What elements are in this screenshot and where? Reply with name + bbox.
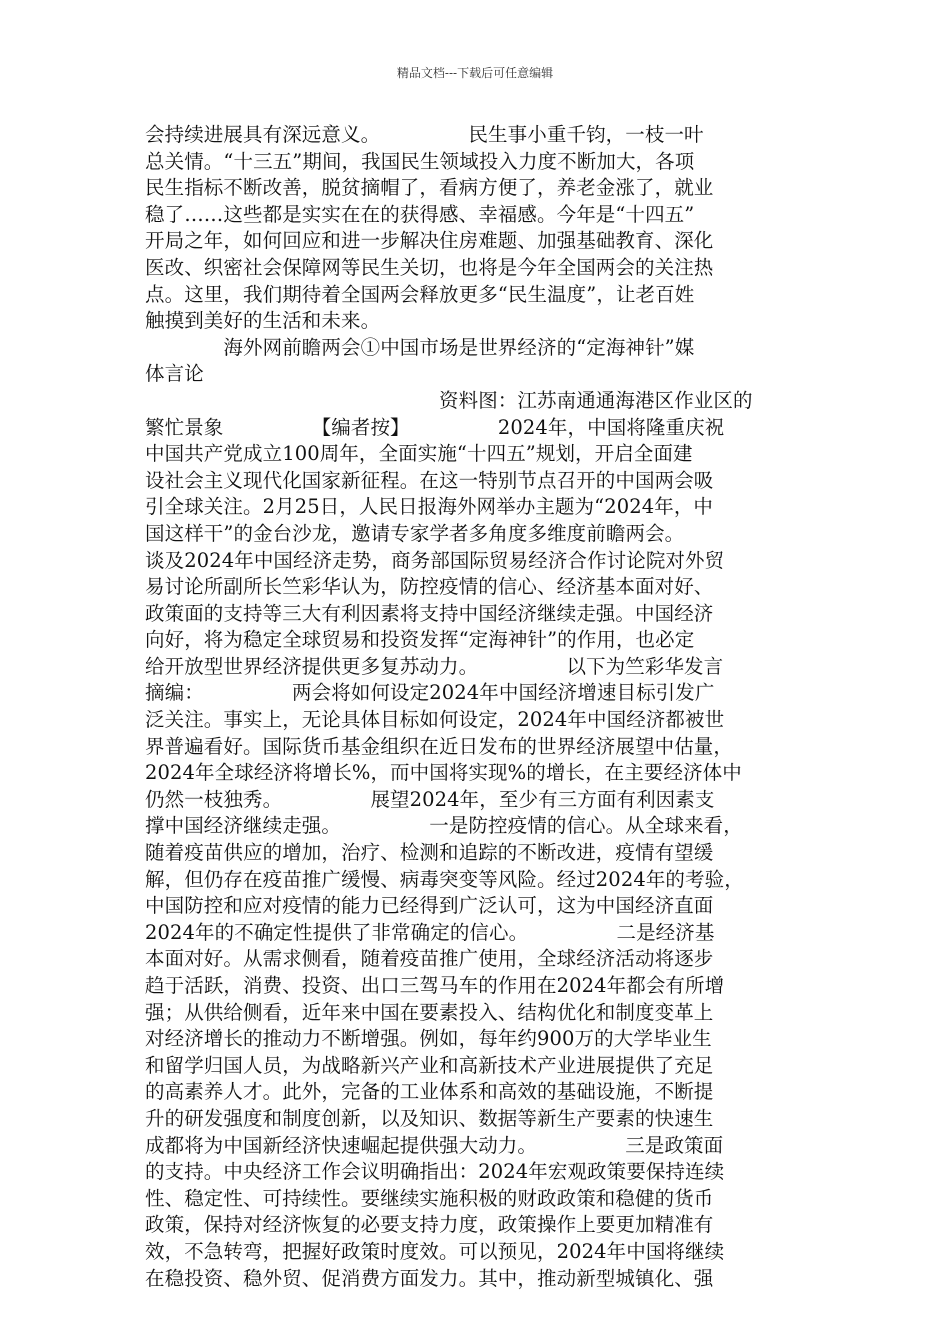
text-line: 会持续进展具有深远意义。 民生事小重千钧，一枝一叶 — [145, 123, 704, 146]
document-body — [145, 122, 810, 1292]
text-line: 繁忙景象 【编者按】 2024年，中国将隆重庆祝 — [145, 415, 725, 439]
text-line: 解，但仍存在疫苗推广缓慢、病毒突变等风险。经过2024年的考验， — [145, 867, 744, 891]
text-line: 效，不急转弯，把握好政策时度效。可以预见，2024年中国将继续 — [145, 1239, 725, 1263]
text-line: 和留学归国人员，为战略新兴产业和高新技术产业进展提供了充足 — [145, 1053, 714, 1077]
text-line: 2024年全球经济将增长%，而中国将实现%的增长，在主要经济体中 — [145, 761, 742, 785]
text-line: 升的研发强度和制度创新，以及知识、数据等新生产要素的快速生 — [145, 1106, 714, 1130]
text-line: 体言论 — [145, 362, 204, 386]
page-header: 精品文档---下载后可任意编辑 — [396, 66, 554, 80]
text-line: 强；从供给侧看，近年来中国在要素投入、结构优化和制度变革上 — [145, 1000, 714, 1024]
text-line: 2024年的不确定性提供了非常确定的信心。 二是经济基 — [145, 920, 715, 944]
text-line: 易讨论所副所长竺彩华认为，防控疫情的信心、经济基本面对好、 — [145, 575, 714, 599]
text-line: 界普遍看好。国际货币基金组织在近日发布的世界经济展望中估量， — [145, 734, 734, 758]
text-line: 成都将为中国新经济快速崛起提供强大动力。 三是政策面 — [145, 1133, 724, 1157]
text-line: 谈及2024年中国经济走势，商务部国际贸易经济合作讨论院对外贸 — [145, 548, 725, 572]
text-line: 民生指标不断改善，脱贫摘帽了，看病方便了，养老金涨了，就业 — [145, 176, 714, 200]
text-line: 国这样干”的金台沙龙，邀请专家学者多角度多维度前瞻两会。 — [145, 521, 685, 545]
text-line: 摘编： 两会将如何设定2024年中国经济增速目标引发广 — [145, 681, 715, 705]
text-line: 性、稳定性、可持续性。要继续实施积极的财政政策和稳健的货币 — [145, 1186, 714, 1210]
text-line: 本面对好。从需求侧看，随着疫苗推广使用，全球经济活动将逐步 — [145, 947, 714, 971]
text-line: 对经济增长的推动力不断增强。例如，每年约900万的大学毕业生 — [145, 1027, 712, 1051]
text-line: 海外网前瞻两会①中国市场是世界经济的“定海神针”媒 — [145, 335, 695, 359]
text-line: 资料图：江苏南通通海港区作业区的 — [145, 388, 753, 412]
text-line: 在稳投资、稳外贸、促消费方面发力。其中，推动新型城镇化、强 — [145, 1266, 714, 1290]
text-line: 医改、织密社会保障网等民生关切，也将是今年全国两会的关注热 — [145, 255, 714, 279]
text-line: 的高素养人才。此外，完备的工业体系和高效的基础设施，不断提 — [145, 1080, 714, 1104]
text-line: 向好，将为稳定全球贸易和投资发挥“定海神针”的作用，也必定 — [145, 628, 695, 652]
text-line: 泛关注。事实上，无论具体目标如何设定，2024年中国经济都被世 — [145, 708, 725, 732]
text-line: 政策，保持对经济恢复的必要支持力度，政策操作上要更加精准有 — [145, 1213, 714, 1237]
text-line: 引全球关注。2月25日，人民日报海外网举办主题为“2024年，中 — [145, 495, 714, 519]
text-line: 政策面的支持等三大有利因素将支持中国经济继续走强。中国经济 — [145, 601, 714, 625]
text-line: 开局之年，如何回应和进一步解决住房难题、加强基础教育、深化 — [145, 229, 714, 253]
text-line: 设社会主义现代化国家新征程。在这一特别节点召开的中国两会吸 — [145, 468, 714, 492]
text-line: 稳了……这些都是实实在在的获得感、幸福感。今年是“十四五” — [145, 202, 695, 226]
text-line: 随着疫苗供应的增加，治疗、检测和追踪的不断改进，疫情有望缓 — [145, 841, 714, 865]
text-line: 的支持。中央经济工作会议明确指出：2024年宏观政策要保持连续 — [145, 1160, 725, 1184]
text-line: 撑中国经济继续走强。 一是防控疫情的信心。从全球来看， — [145, 814, 743, 838]
text-line: 仍然一枝独秀。 展望2024年，至少有三方面有利因素支 — [145, 787, 715, 811]
text-line: 总关情。“十三五”期间，我国民生领域投入力度不断加大，各项 — [145, 149, 695, 173]
text-line: 趋于活跃，消费、投资、出口三驾马车的作用在2024年都会有所增 — [145, 974, 725, 997]
text-line: 触摸到美好的生活和未来。 — [145, 309, 381, 333]
text-line: 中国共产党成立100周年，全面实施“十四五”规划，开启全面建 — [145, 442, 693, 466]
text-line: 给开放型世界经济提供更多复苏动力。 以下为竺彩华发言 — [145, 654, 724, 678]
text-line: 点。这里，我们期待着全国两会释放更多“民生温度”，让老百姓 — [145, 282, 695, 306]
text-line: 中国防控和应对疫情的能力已经得到广泛认可，这为中国经济直面 — [145, 894, 714, 918]
